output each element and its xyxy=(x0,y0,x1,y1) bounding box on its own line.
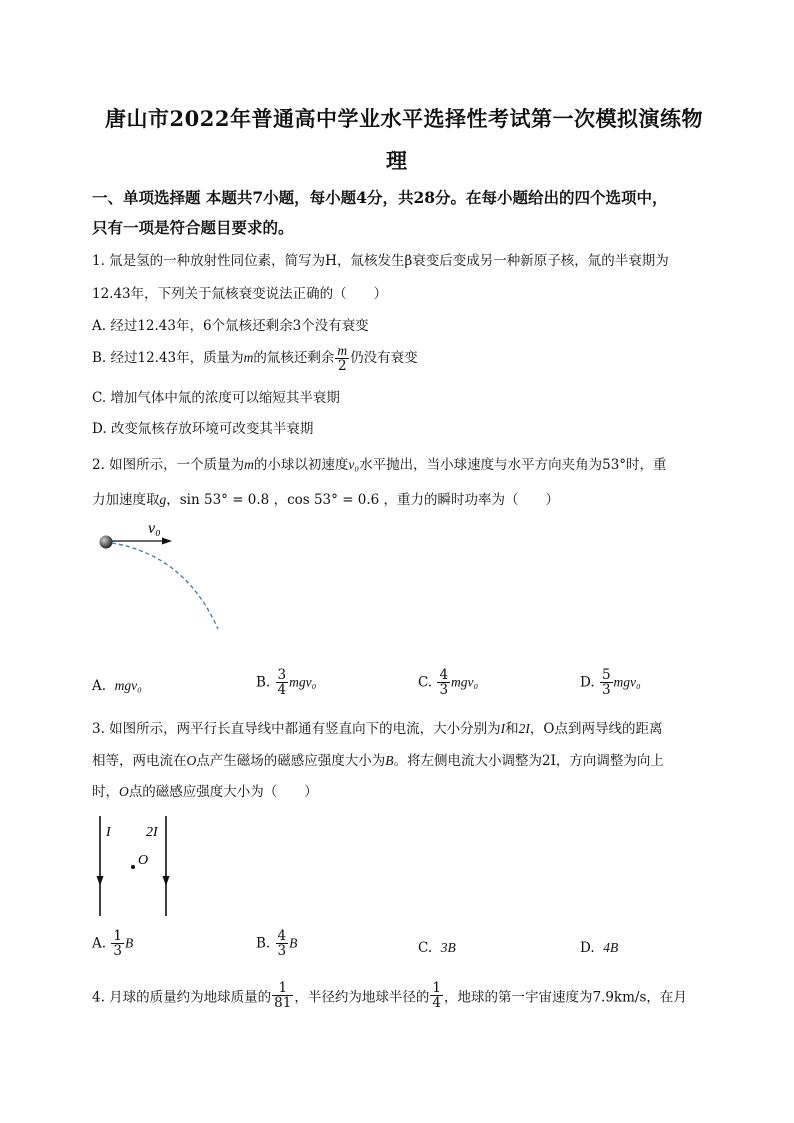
q1-option-b-m: m xyxy=(243,350,254,366)
q2-stem-line2 xyxy=(92,488,559,508)
q4-mass-fraction xyxy=(272,981,293,1010)
section-heading: 一、单项选择题 本题共7小题，每小题4分，共28分。在每小题给出的四个选项中， xyxy=(92,188,668,207)
option-letter: A. xyxy=(92,678,107,694)
q1-option-b xyxy=(92,344,418,373)
q3-text: 点的磁感应强度大小为（ ） xyxy=(128,784,318,800)
q2-mass-symbol: m xyxy=(244,457,254,472)
option-fraction xyxy=(276,668,289,697)
option-letter: C. xyxy=(418,674,433,691)
option-expression: mgv₀ xyxy=(613,674,641,690)
q3-field-symbol: B xyxy=(385,753,394,768)
q3-point-symbol: O xyxy=(186,753,197,768)
fraction-numerator: 4 xyxy=(277,928,287,944)
q1-stem-line1: 1. 氚是氢的一种放射性同位素，简写为H，氚核发生β衰变后变成另一种新原子核，氚的半衰期为 xyxy=(92,253,669,269)
point-o-label: O xyxy=(138,853,149,868)
right-wire-arrow xyxy=(163,876,170,886)
q2-velocity-symbol: v₀ xyxy=(348,457,360,472)
q3-text: 点产生磁场的磁感应强度大小为 xyxy=(196,753,386,769)
fraction-denominator: 4 xyxy=(277,682,287,699)
q3-wires-figure xyxy=(90,812,180,922)
q2-projectile-figure xyxy=(90,515,250,645)
option-fraction xyxy=(600,668,613,697)
q3-current-symbol: 2I xyxy=(518,721,530,736)
fraction-denominator: 81 xyxy=(274,995,292,1012)
q3-option-a xyxy=(92,929,133,958)
q3-text: 时， xyxy=(92,784,119,800)
velocity-arrowhead xyxy=(162,538,172,545)
fraction-denominator: 3 xyxy=(601,682,611,699)
q4-text: ，半径约为地球半径的 xyxy=(294,989,430,1006)
q3-option-c xyxy=(418,940,456,956)
q2-option-d xyxy=(580,668,641,697)
q1-option-c: C. 增加气体中氚的浓度可以缩短其半衰期 xyxy=(92,390,340,406)
ball-icon xyxy=(100,536,113,549)
q2-gravity-symbol: g xyxy=(159,492,167,507)
fraction-numerator: 1 xyxy=(272,981,293,996)
velocity-label: v₀ xyxy=(148,520,161,537)
q1-stem-line2: 12.43年，下列关于氚核衰变说法正确的（ ） xyxy=(92,286,388,302)
option-letter: B. xyxy=(256,935,271,952)
option-letter: A. xyxy=(92,935,107,952)
q2-text: 的小球以初速度 xyxy=(253,457,349,473)
option-letter: D. xyxy=(580,674,595,691)
q1-option-d: D. 改变氚核存放环境可改变其半衰期 xyxy=(92,421,314,437)
option-expression: mgv₀ xyxy=(114,678,142,693)
q3-stem-line1 xyxy=(92,717,663,737)
q2-text: 水平抛出，当小球速度与水平方向夹角为53°时，重 xyxy=(359,457,667,473)
fraction-numerator: 3 xyxy=(277,667,287,683)
q3-current-symbol: I xyxy=(500,721,506,736)
left-current-label: I xyxy=(106,825,111,840)
q1-option-b-text-pre: B. 经过12.43年，质量为 xyxy=(92,350,244,367)
q3-text: 。将左侧电流大小调整为2I，方向调整为向上 xyxy=(393,753,664,769)
page-title-continued: 理 xyxy=(386,148,408,173)
q4-radius-fraction xyxy=(430,981,443,1010)
option-letter: C. xyxy=(418,940,433,956)
q2-text: 2. 如图所示，一个质量为 xyxy=(92,457,245,473)
q3-stem-line2 xyxy=(92,749,664,769)
option-expression: mgv₀ xyxy=(289,674,317,690)
q2-option-c xyxy=(418,668,478,697)
q1-option-b-text-mid: 的氚核还剩余 xyxy=(253,350,335,367)
q2-option-a xyxy=(92,678,142,694)
q4-stem-line1 xyxy=(92,981,687,1010)
fraction-denominator: 3 xyxy=(113,943,122,960)
q3-text: 相等，两电流在 xyxy=(92,753,187,769)
q4-text: ，地球的第一宇宙速度为7.9km/s，在月 xyxy=(443,989,687,1006)
q1-option-a: A. 经过12.43年，6个氚核还剩余3个没有衰变 xyxy=(92,318,369,334)
q3-option-d xyxy=(580,940,618,956)
q3-text: ，O点到两导线的距离 xyxy=(529,721,663,737)
option-letter: B. xyxy=(256,674,271,691)
option-expression: B xyxy=(124,935,134,951)
q2-text: 力加速度取 xyxy=(92,492,160,508)
point-o-dot xyxy=(131,865,135,869)
q4-text: 4. 月球的质量约为地球质量的 xyxy=(92,989,272,1006)
right-current-label: 2I xyxy=(146,825,158,840)
fraction-numerator: m xyxy=(337,343,348,358)
q3-text: 3. 如图所示，两平行长直导线中都通有竖直向下的电流，大小分别为 xyxy=(92,721,501,737)
q2-text: ，sin 53° = 0.8 ，cos 53° = 0.6 ，重力的瞬时功率为（ ） xyxy=(166,492,560,508)
option-expression: 4B xyxy=(603,940,619,955)
q3-option-b xyxy=(256,929,297,958)
fraction-denominator: 3 xyxy=(277,943,287,960)
page-title: 唐山市2022年普通高中学业水平选择性考试第一次模拟演练物 xyxy=(105,106,703,131)
fraction-numerator: 5 xyxy=(601,667,611,683)
option-fraction xyxy=(111,929,124,958)
q2-option-b xyxy=(256,668,316,697)
fraction-denominator: 2 xyxy=(337,358,347,375)
q2-stem-line1 xyxy=(92,453,667,473)
fraction-denominator: 4 xyxy=(432,995,441,1012)
option-fraction xyxy=(276,929,289,958)
fraction-numerator: 1 xyxy=(432,980,441,996)
option-fraction xyxy=(437,668,450,697)
q1-option-b-text-post: 仍没有衰变 xyxy=(350,350,418,367)
q3-text: 和 xyxy=(505,721,519,737)
fraction-denominator: 3 xyxy=(439,682,449,699)
option-expression: B xyxy=(289,935,298,951)
option-expression: 3B xyxy=(440,940,456,955)
section-heading-continued: 只有一项是符合题目要求的。 xyxy=(92,218,294,237)
trajectory-curve xyxy=(112,543,218,629)
q3-point-symbol: O xyxy=(119,784,129,799)
left-wire-arrow xyxy=(97,876,104,886)
option-letter: D. xyxy=(580,940,595,956)
fraction-numerator: 4 xyxy=(439,667,449,683)
option-expression: mgv₀ xyxy=(451,674,479,690)
q3-stem-line3 xyxy=(92,780,318,800)
q1-option-b-fraction xyxy=(335,344,349,373)
fraction-numerator: 1 xyxy=(113,928,122,944)
